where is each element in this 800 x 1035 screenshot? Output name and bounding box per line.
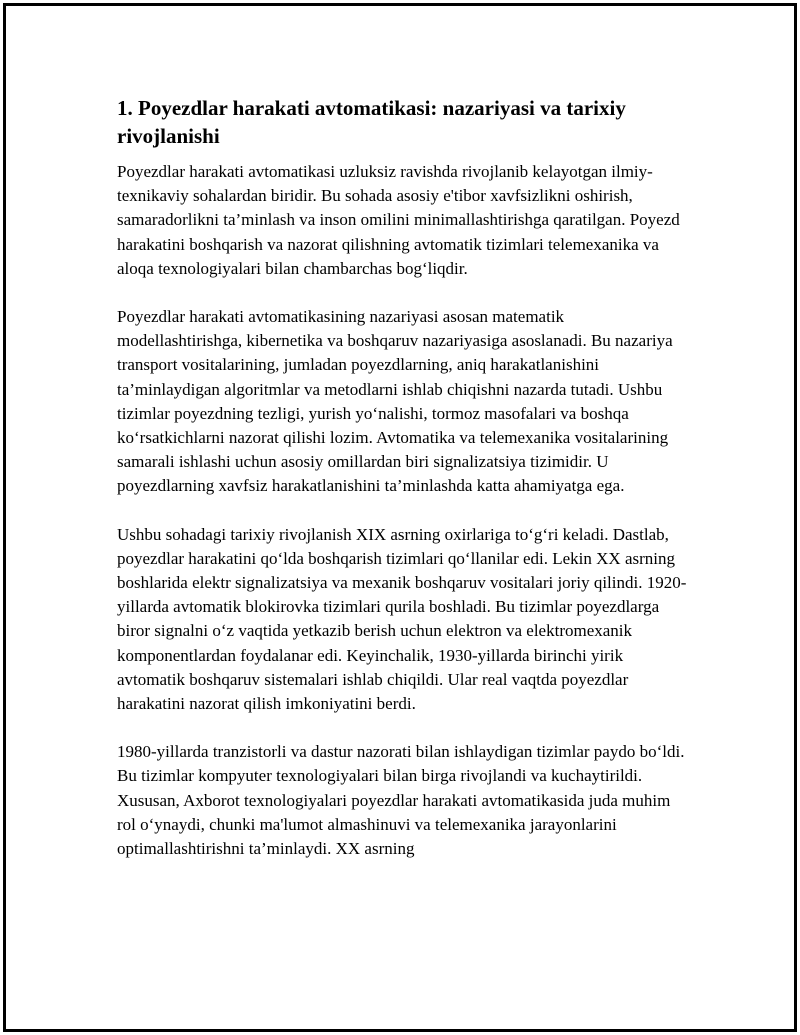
paragraph-theory: Poyezdlar harakati avtomatikasining nazariyasi asosan matematik modellashtirishga, kibernetika va boshqaruv nazariyasiga asoslanadi. Bu nazariya transport vositalarining, jumladan poyezdlarning, aniq harakatlanishini ta’minlaydigan algoritmlar va metodlarni ishlab chiqishni nazarda tutadi. Ushbu tizimlar poyezdning tezligi, yurish yo‘nalishi, tormoz masofalari va boshqa ko‘rsatkichlarni nazorat qilishi lozim. Avtomatika va telemexanika vositalarining samarali ishlashi uchun asosiy omillardan biri signalizatsiya tizimidir. U poyezdlarning xavfsiz harakatlanishini ta’minlashda katta ahamiyatga ega. bbox=[117, 307, 673, 496]
section-heading: 1. Poyezdlar harakati avtomatikasi: nazariyasi va tarixiy rivojlanishi bbox=[117, 96, 626, 148]
document-body bbox=[117, 94, 689, 885]
paragraph-modern: 1980-yillarda tranzistorli va dastur nazorati bilan ishlaydigan tizimlar paydo bo‘ldi. Bu tizimlar kompyuter texnologiyalari bilan birga rivojlandi va kuchaytirildi. Xususan, Axborot texnologiyalari poyezdlar harakati avtomatikasida juda muhim rol o‘ynaydi, chunki ma'lumot almashinuvi va telemexanika jarayonlarini optimallashtirishni ta’minlaydi. XX asrning bbox=[117, 742, 685, 859]
paragraph-intro: Poyezdlar harakati avtomatikasi uzluksiz ravishda rivojlanib kelayotgan ilmiy-texnikaviy sohalardan biridir. Bu sohada asosiy e'tibor xavfsizlikni oshirish, samaradorlikni ta’minlash va inson omilini minimallashtirishga qaratilgan. Poyezd harakatini boshqarish va nazorat qilishning avtomatik tizimlari telemexanika va aloqa texnologiyalari bilan chambarchas bog‘liqdir. bbox=[117, 162, 680, 278]
paragraph-history: Ushbu sohadagi tarixiy rivojlanish XIX asrning oxirlariga to‘g‘ri keladi. Dastlab, poyezdlar harakatini qo‘lda boshqarish tizimlari qo‘llanilar edi. Lekin XX asrning boshlarida elektr signalizatsiya va mexanik boshqaruv vositalari joriy qilindi. 1920-yillarda avtomatik blokirovka tizimlari qurila boshladi. Bu tizimlar poyezdlarga biror signalni o‘z vaqtida yetkazib berish uchun elektron va elektromexanik komponentlardan foydalanar edi. Keyinchalik, 1930-yillarda birinchi yirik avtomatik boshqaruv sistemalari ishlab chiqildi. Ular real vaqtda poyezdlar harakatini nazorat qilish imkoniyatini berdi. bbox=[117, 524, 687, 714]
